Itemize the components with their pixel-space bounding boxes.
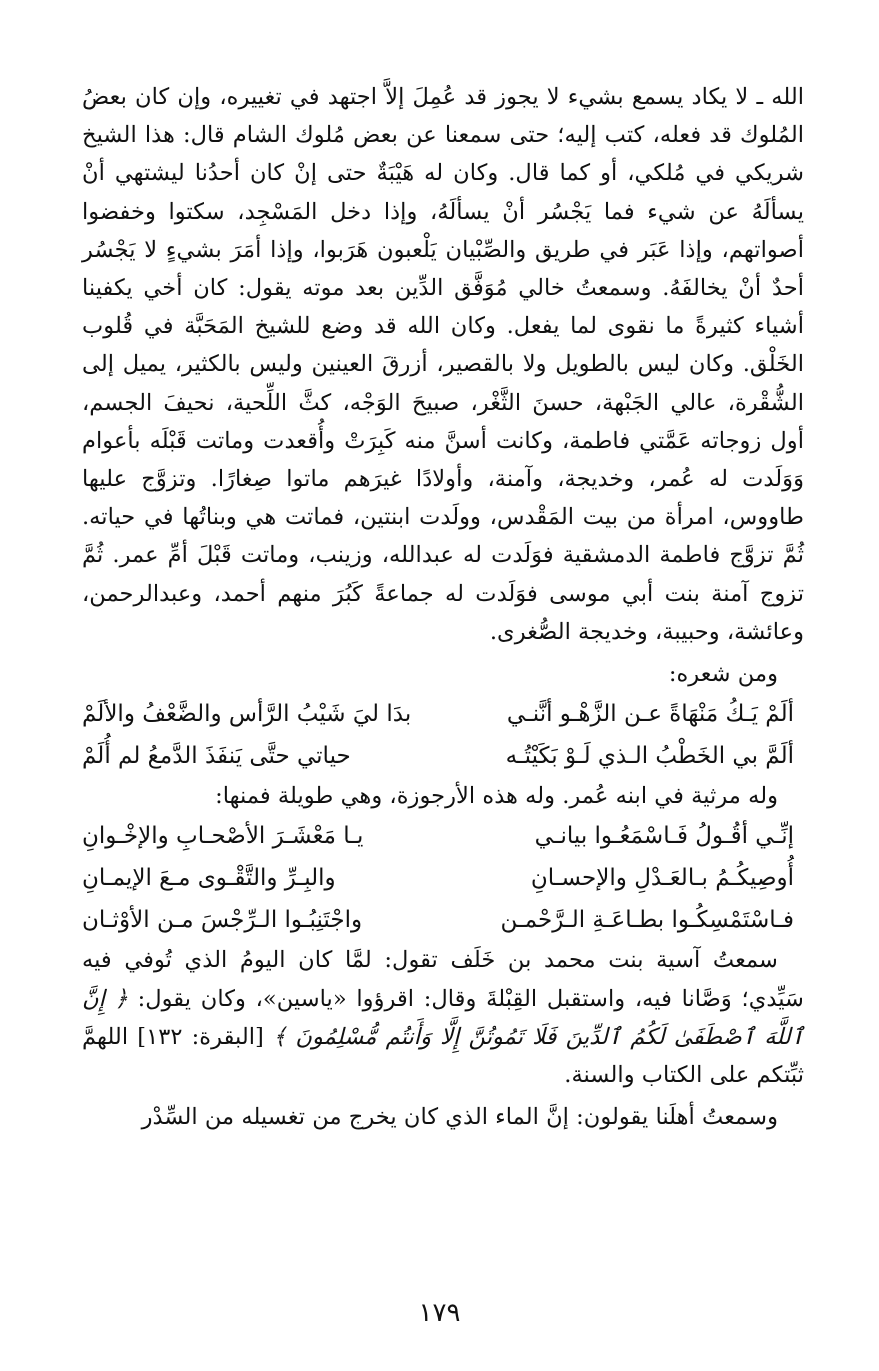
verse-line <box>82 815 804 857</box>
paragraph-death-account <box>82 941 804 1094</box>
verse-second-hemistich: بدَا ليَ شَيْبُ الرَّأس والضَّعْفُ والألَمْ <box>82 701 412 728</box>
verse-second-hemistich: واجْتَنِبُـوا الـرِّجْسَ مـن الأوْثـان <box>82 907 363 934</box>
verse-line <box>82 899 804 941</box>
poetry-intro: ومن شعره: <box>668 661 778 688</box>
verse-second-hemistich: يـا مَعْشَـرَ الأصْحـابِ والإخْـوانِ <box>82 823 364 850</box>
paragraph-washing: وسمعتُ أهلَنا يقولون: إنَّ الماء الذي كان يخرج من تغسيله من السِّدْر <box>141 1104 778 1131</box>
verse-line <box>82 693 804 735</box>
page-body <box>82 78 804 1136</box>
elegy-intro: وله مرثية في ابنه عُمر. وله هذه الأرجوزة، وهي طويلة فمنها: <box>215 783 778 810</box>
quran-verse: ﴿ إِنَّ ٱللَّهَ ٱصْطَفَىٰ لَكُمُ ٱلدِّينَ فَلَا تَمُوتُنَّ إِلَّا وَأَنتُم مُّسْلِمُونَ ﴾ <box>82 985 804 1050</box>
verse-first-hemistich: ألَمْ يَـكُ مَنْهَاةً عـن الزَّهْـو أنَّنـي <box>506 701 794 728</box>
verse-second-hemistich: حياتي حتَّى يَنفَذَ الدَّمعُ لم أُلَمْ <box>82 743 351 770</box>
verse-first-hemistich: ألَمَّ بي الخَطْبُ الـذي لَـوْ بَكَيْتُـه <box>505 743 794 770</box>
quran-reference-and-prayer: [البقرة: ١٣٢] اللهمَّ ثبِّتكم على الكتاب والسنة. <box>82 1023 804 1089</box>
poem-2 <box>82 815 804 941</box>
verse-first-hemistich: إنِّـي أقُـولُ فَـاسْمَعُـوا بيانـي <box>534 823 794 850</box>
poem-1 <box>82 693 804 777</box>
verse-second-hemistich: والبِـرِّ والتَّقْـوى مـعَ الإيمـانِ <box>82 865 336 892</box>
verse-line <box>82 857 804 899</box>
paragraph-biography: الله ـ لا يكاد يسمع بشيء لا يجوز قد عُمِلَ إلاَّ اجتهد في تغييره، وإن كان بعضُ المُلوك قد فعله، كتب إليه؛ حتى سمعنا عن بعض مُلوك الشام قال: هذا الشيخ شريكي في مُلكي، أو كما قال. وكان له هَيْبَةٌ حتى إنْ كان أحدُنا ليشتهي أنْ يسألَهُ عن شيء فما يَجْسُر أنْ يسألَهُ، وإذا دخل المَسْجِد، سكتوا وخفضوا أصواتهم، وإذا عَبَر في طريق والصِّبْيان يَلْعبون هَرَبوا، وإذا أمَرَ بشيءٍ لا يَجْسُر أحدٌ أنْ يخالفَهُ. وسمعتُ خالي مُوَفَّق الدِّين بعد موته يقول: كان أخي يكفينا أشياء كثيرةً ما نقوى لما يفعل. وكان الله قد وضع للشيخ المَحَبَّة في قُلوب الخَلْق. وكان ليس بالطويل ولا بالقصير، أزرقَ العينين وليس بالكثير، يميل إلى الشُّقْرة، عالي الجَبْهة، حسنَ الثَّغْر، صبيحَ الوَجْه، كثَّ اللِّحية، نحيفَ الجسم، أول زوجاته عَمَّتي فاطمة، وكانت أسنَّ منه كَبِرَتْ وأُقعدت وماتت قَبْلَه بأعوام وَوَلَدت له عُمر، وخديجة، وآمنة، وأولادًا غيرَهم ماتوا صِغارًا. وتزوَّج عليها طاووس، امرأة من بيت المَقْدس، وولَدت ابنتين، فماتت هي وبناتُها في حياته. ثُمَّ تزوَّج فاطمة الدمشقية فوَلَدت له عبدالله، وزينب، وماتت قَبْلَ أمِّ عمر. ثُمَّ تزوج آمنة بنت أبي موسى فوَلَدت له جماعةً كَبُرَ منهم أحمد، وعبدالرحمن، وعائشة، وحبيبة، وخديجة الصُّغرى. <box>82 84 804 645</box>
verse-first-hemistich: فـاسْتَمْسِكُـوا بطـاعَـةِ الـرَّحْمـن <box>500 907 794 934</box>
verse-line <box>82 735 804 777</box>
page-number: ١٧٩ <box>418 1298 461 1328</box>
verse-first-hemistich: أُوصِيكُـمُ بـالعَـدْلِ والإحسـانِ <box>530 865 794 892</box>
death-account-text: سمعتُ آسية بنت محمد بن خَلَف تقول: لمَّا كان اليومُ الذي تُوفي فيه سَيِّدي؛ وَصَّانا فيه، واستقبل القِبْلةَ وقال: اقرؤوا «ياسين»، وكان يقول: <box>82 947 804 1012</box>
